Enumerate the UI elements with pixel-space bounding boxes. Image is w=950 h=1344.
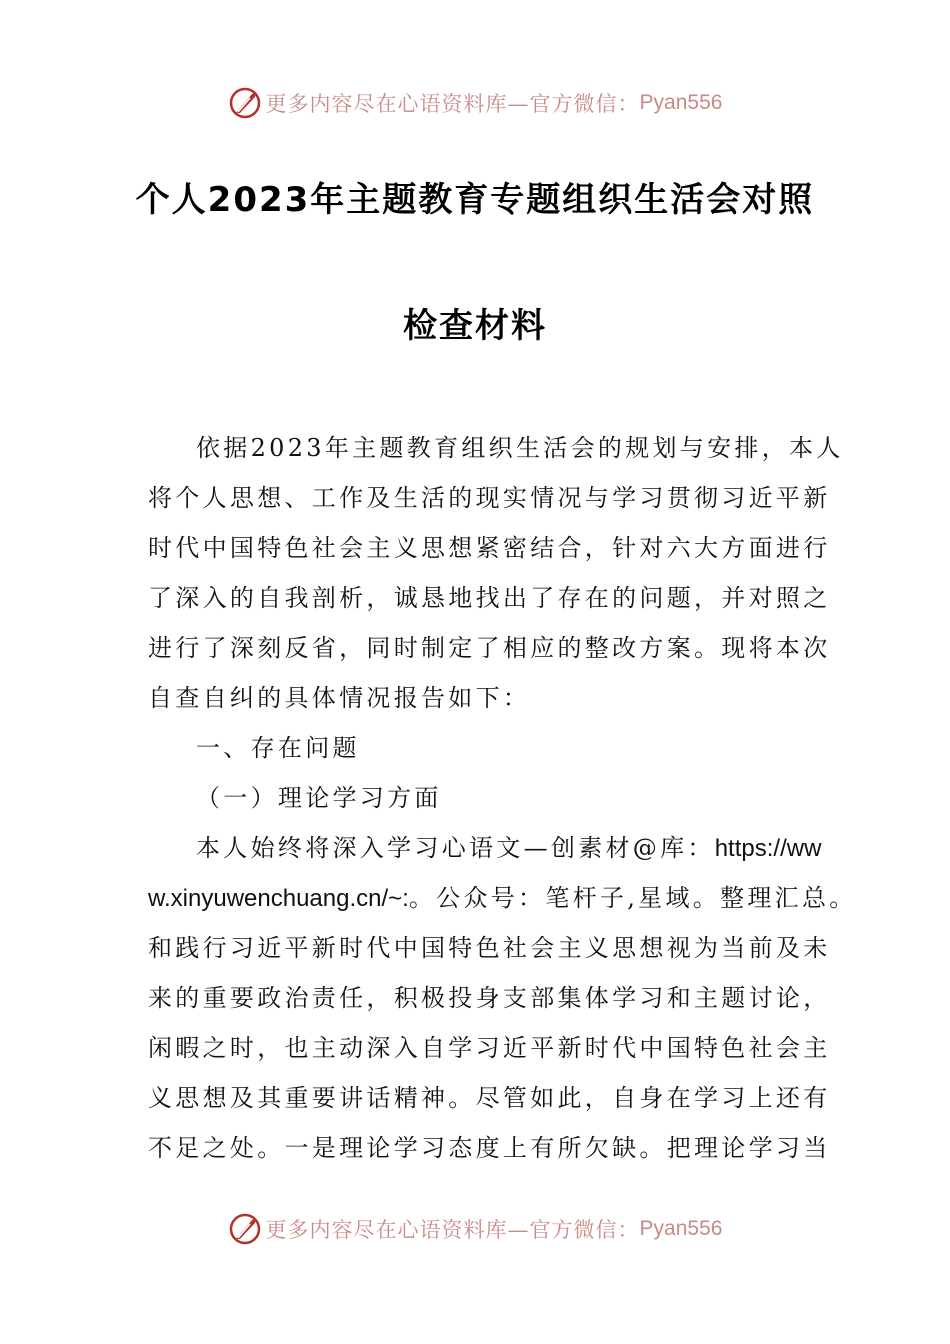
paragraph-line: 不足之处。一是理论学习态度上有所欠缺。把理论学习当: [148, 1134, 831, 1162]
paragraph-line: 依据2023年主题教育组织生活会的规划与安排，本人: [196, 434, 844, 462]
paragraph-line: 自查自纠的具体情况报告如下：: [148, 684, 531, 712]
paragraph-line: [148, 883, 857, 913]
quill-logo-icon: [228, 1212, 262, 1246]
banner-text: 更多内容尽在心语资料库—官方微信：: [265, 92, 640, 116]
paragraph-line: 来的重要政治责任，积极投身支部集体学习和主题讨论，: [148, 984, 831, 1012]
quill-logo-icon: [228, 86, 262, 120]
banner-wechat-id: Pyan556: [639, 1217, 723, 1240]
paragraph-line: 将个人思想、工作及生活的现实情况与学习贯彻习近平新: [148, 484, 831, 512]
website-link-part-2: w.xinyuwenchuang.cn/~:: [148, 885, 409, 912]
header-watermark-banner: [0, 86, 950, 120]
document-title-line-2: 检查材料: [403, 306, 547, 346]
section-heading: 一、存在问题: [196, 734, 360, 762]
banner-wechat-id: Pyan556: [639, 91, 723, 114]
document-title-line-1: 个人2023年主题教育专题组织生活会对照: [135, 180, 815, 220]
paragraph-line: 闲暇之时，也主动深入自学习近平新时代中国特色社会主: [148, 1034, 831, 1062]
paragraph-text: 。公众号：笔杆子,星域。整理汇总。: [408, 884, 857, 912]
website-link-part-1: https://ww: [714, 835, 822, 862]
subsection-heading: （一）理论学习方面: [196, 784, 442, 812]
paragraph-line: 时代中国特色社会主义思想紧密结合，针对六大方面进行: [148, 534, 831, 562]
paragraph-line: 和践行习近平新时代中国特色社会主义思想视为当前及未: [148, 934, 831, 962]
paragraph-line: [196, 833, 822, 863]
paragraph-text: 本人始终将深入学习心语文—创素材@库：: [196, 834, 715, 862]
paragraph-line: 了深入的自我剖析，诚恳地找出了存在的问题，并对照之: [148, 584, 831, 612]
paragraph-line: 进行了深刻反省，同时制定了相应的整改方案。现将本次: [148, 634, 831, 662]
footer-watermark-banner: [0, 1212, 950, 1246]
paragraph-line: 义思想及其重要讲话精神。尽管如此，自身在学习上还有: [148, 1084, 831, 1112]
banner-text: 更多内容尽在心语资料库—官方微信：: [265, 1218, 640, 1242]
